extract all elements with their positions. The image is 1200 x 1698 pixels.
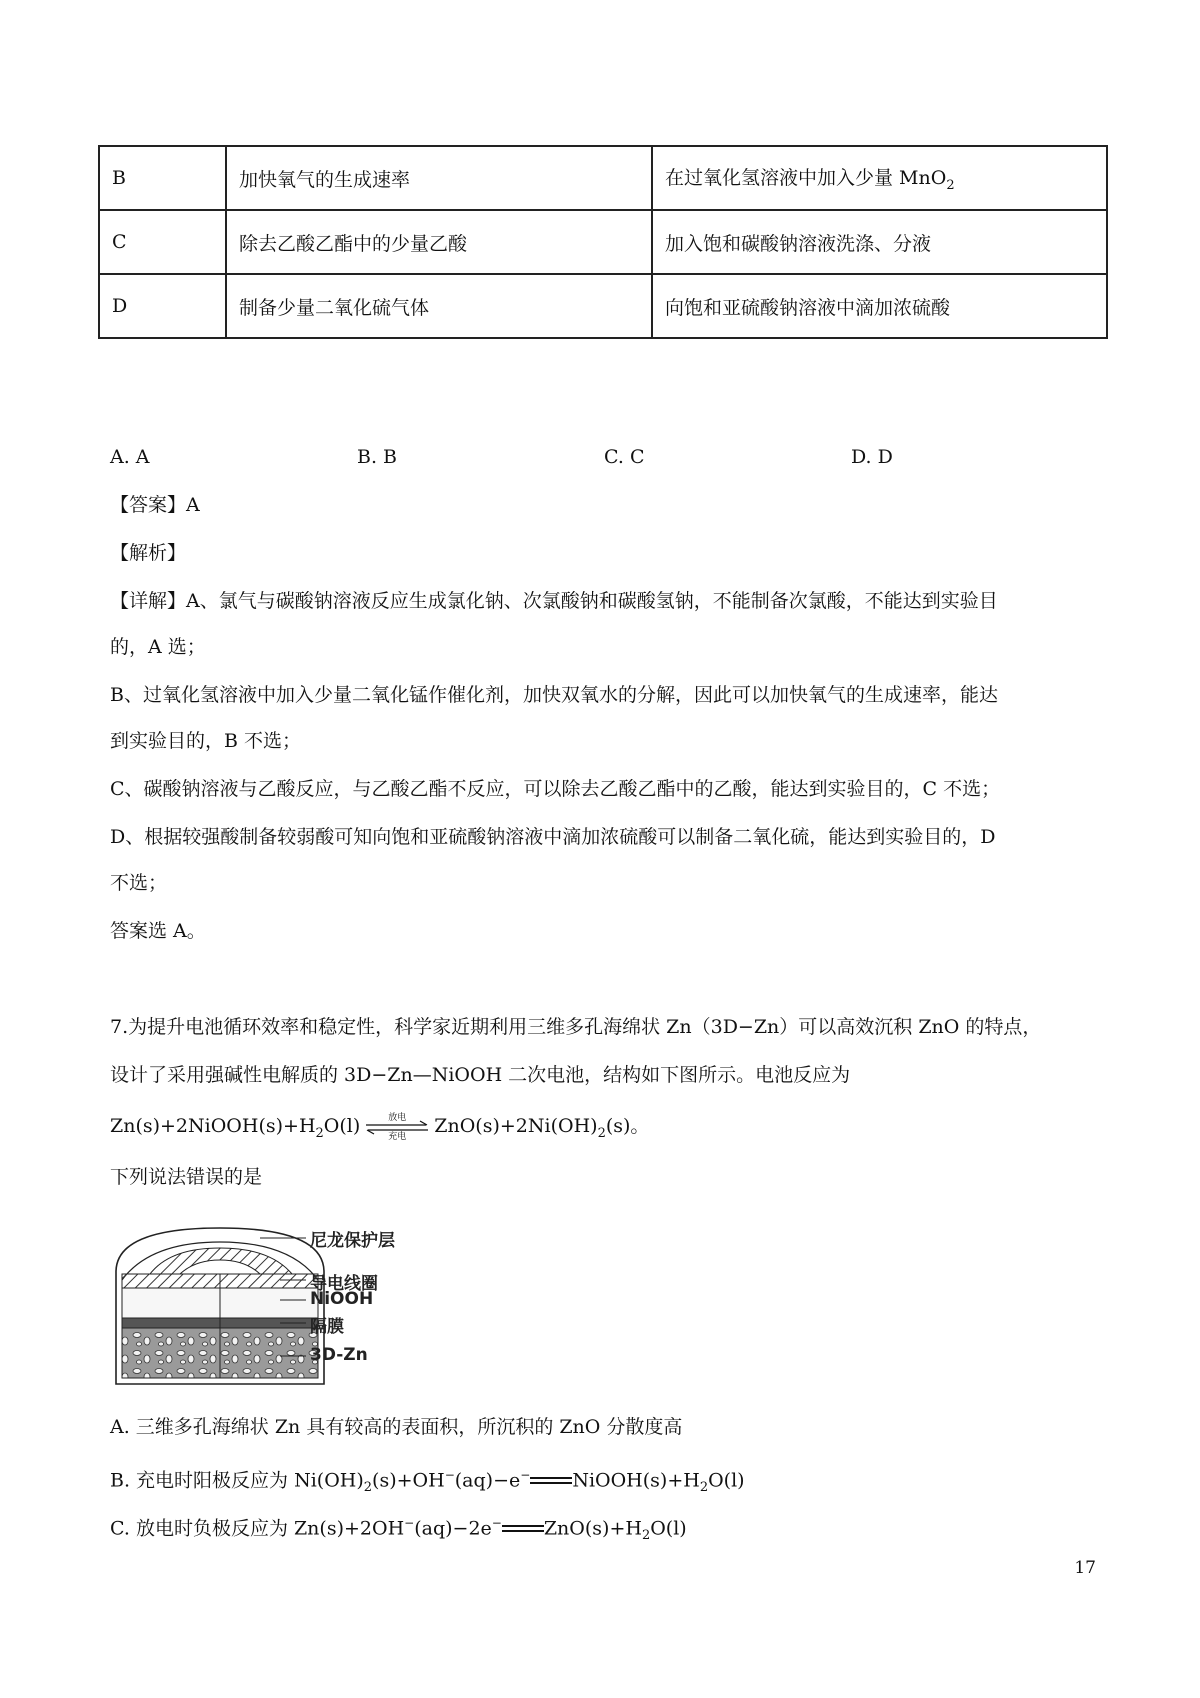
detail-line: C、碳酸钠溶液与乙酸反应，与乙酸乙酯不反应，可以除去乙酸乙酯中的乙酸，能达到实验目的，C 不选； (110, 778, 1001, 800)
choice-a: A. A (110, 446, 150, 468)
page-number: 17 (1074, 1558, 1096, 1578)
label-conductive-coil: 导电线圈 (310, 1274, 378, 1294)
detail-line: 不选； (110, 872, 168, 894)
detail-line: 【详解】A、氯气与碳酸钠溶液反应生成氯化钠、次氯酸钠和碳酸氢钠，不能制备次氯酸，不能达到实验目 (110, 590, 998, 612)
row-purpose: 除去乙酸乙酯中的少量乙酸 (226, 210, 652, 274)
q7-prompt: 下列说法错误的是 (110, 1166, 263, 1188)
detail-line: D、根据较强酸制备较弱酸可知向饱和亚硫酸钠溶液中滴加浓硫酸可以制备二氧化硫，能达到实验目的，D (110, 826, 996, 848)
label-nylon-layer: 尼龙保护层 (310, 1231, 395, 1251)
row-method: 向饱和亚硫酸钠溶液中滴加浓硫酸 (652, 274, 1107, 338)
detail-line: B、过氧化氢溶液中加入少量二氧化锰作催化剂，加快双氧水的分解，因此可以加快氧气的生成速率，能达 (110, 684, 998, 706)
row-purpose: 制备少量二氧化硫气体 (226, 274, 652, 338)
reversible-arrow-icon: 放电 充电 (364, 1113, 430, 1141)
q7-stem-line2: 设计了采用强碱性电解质的 3D−Zn—NiOOH 二次电池，结构如下图所示。电池反应为 (110, 1064, 851, 1086)
experiment-table (98, 145, 1108, 339)
battery-structure-figure (110, 1222, 440, 1392)
row-purpose: 加快氧气的生成速率 (226, 146, 652, 210)
table-row (99, 274, 1107, 338)
row-key: B (99, 146, 226, 210)
battery-equation: $Zn(s)+2NiOOH(s)+H_2O(l)$ 放电 充电 $ZnO(s)+2Ni(OH)_2(s)$。 (110, 1113, 650, 1142)
q7-stem-line1: 7.为提升电池循环效率和稳定性，科学家近期利用三维多孔海绵状 Zn（3D−Zn）可以高效沉积 ZnO 的特点， (110, 1016, 1042, 1038)
table-row (99, 210, 1107, 274)
equals-arrow-icon (502, 1522, 544, 1536)
detail-line: 答案选 A。 (110, 920, 206, 942)
label-separator: 隔膜 (310, 1317, 344, 1337)
row-key: C (99, 210, 226, 274)
option-b: B. 充电时阳极反应为 $Ni(OH)_2(s)+OH^-(aq)-e^-$ $NiOOH(s)+H_2O(l)$ (110, 1468, 745, 1496)
row-method: 加入饱和碳酸钠溶液洗涤、分液 (652, 210, 1107, 274)
choice-b: B. B (357, 446, 398, 468)
choice-d: D. D (851, 446, 893, 468)
detail-line: 的，A 选； (110, 636, 206, 658)
analysis-heading: 【解析】 (110, 542, 187, 564)
row-key: D (99, 274, 226, 338)
detail-line: 到实验目的，B 不选； (110, 730, 302, 752)
option-a: A. 三维多孔海绵状 Zn 具有较高的表面积，所沉积的 ZnO 分散度高 (110, 1416, 683, 1438)
label-3d-zn: 3D-Zn (310, 1345, 368, 1365)
option-c: C. 放电时负极反应为 Zn(s)+2OH−(aq)−2e− $ZnO(s)+H_2O(l)$ (110, 1516, 687, 1544)
row-method: 在过氧化氢溶液中加入少量 MnO$_2$ (652, 146, 1107, 210)
table-row (99, 146, 1107, 210)
equals-arrow-icon (530, 1474, 572, 1488)
answer-line: 【答案】A (110, 494, 200, 516)
label-niooh: NiOOH (310, 1289, 374, 1309)
choice-c: C. C (604, 446, 645, 468)
